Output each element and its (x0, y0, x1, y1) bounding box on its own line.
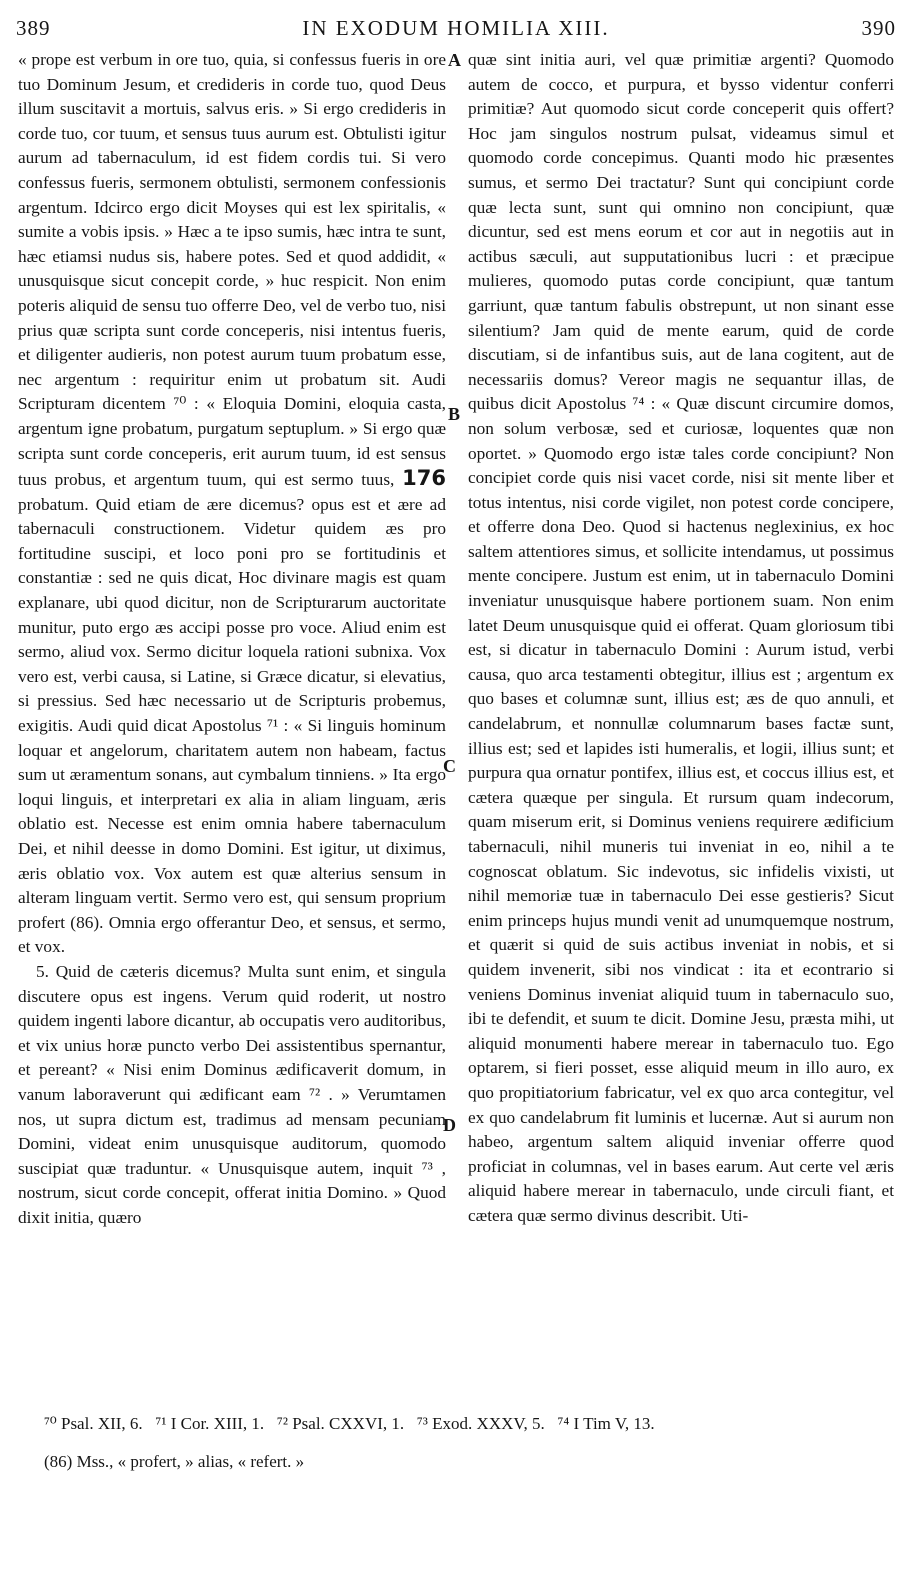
footnotes (44, 1414, 894, 1434)
margin-marker-c: C (443, 756, 456, 776)
section-5-paragraph: 5. Quid de cæteris dicemus? Multa sunt enim, et singula discutere opus est ingens. Verum quid roderit, ut nostro quidem ingenti labore dicantur, ab occupatis vero auditoribus, et vix unius horæ puncto verbo Dei assistentibus spernantur, et pereant? « Nisi enim Dominus ædificaverit domum, in vanum laboraverunt qui ædificant eam ⁷² . » Verumtamen nos, ut supra dictum est, tradimus ad mensam pecuniam Domini, videat enim unusquisque auditorum, quomodo suscipiat quæ traduntur. « Unusquisque autem, inquit ⁷³ , nostrum, sicut corde concepit, offerat initia Domino. » Quod dixit initia, quæro (18, 961, 446, 1227)
running-title: IN EXODUM HOMILIA XIII. (302, 16, 610, 40)
right-column-text: quæ sint initia auri, vel quæ primitiæ argenti? Quomodo autem de cocco, et purpura, et bysso videntur conferri primitiæ? Aut quomodo sicut corde conceperit quis offert? Hoc jam singulos nostrum pulsat, videamus simul et quomodo corde concepimus. Quanti modo hic præsentes sumus, et sermo Dei tractatur? Sunt qui concipiunt corde quæ lecta sunt, sunt qui omnino non concipiunt, quæ dicuntur, sed est mens eorum et cor aut in negotiis aut in actibus sæculi, aut supputationibus lucri : et præcipue mulieres, quomodo putas corde concipiunt, quæ tantum garriunt, quæ tantum fabulis obstrepunt, ut non sinant esse silentium? Jam quid de mente earum, quid de corde discutiam, si de infantibus suis, aut de lana cogitent, aut de necessariis domus? Vereor magis ne sequantur illas, de quibus dicit Apostolus ⁷⁴ : « Quæ discunt circumire domos, non solum verbosæ, sed et curiosæ, loquentes quæ non oportet. » Quomodo ergo istæ tales corde concipiunt? Non concipiet corde quis nisi vacet corde, nisi sit mente liber et totus intentus, nisi corde vigilet, non potest corde concipere, et offerre dona Deo. Quod si hactenus neglexinius, ex hoc saltem attentiores simus, et sollicite intendamus, ut possimus mente concipere. Justum est enim, ut in tabernaculo Domini inveniatur unusquisque habere portionem suam. Non enim latet Deum unusquisque quid ei offerat. Quam gloriosum tibi est, si dicatur in tabernaculo Domini : Aurum istud, verbi causa, quo arca testamenti obtegitur, illius est ; argentum ex quo bases et columnæ sunt, illius est; æs de quo annuli, et candelabrum, et nonnullæ columnarum bases factæ sunt, illius est; sed et lapides isti humeralis, et logii, illius sunt; et purpura qua ornatur pontifex, illius est, et coccus illius est, et cætera quæque per singula. Et rursum quam indecorum, quam miserum erit, si Dominus veniens requirere ædificium tabernaculi, nihil muneris tui inveniat in eo, nihil a te cognoscat oblatum. Sic indevotus, sic infidelis vixisti, ut nihil memoriæ tuæ in tabernaculo Dei esse gestieris? Sicut enim princeps hujus mundi venit ad unumquemque nostrum, et quærit si quid de suis actibus inveniat in nobis, et si quidem invenerit, sibi nos vindicat : ita et econtrario si veniens Dominus inveniat aliquid tuum in tabernaculo suo, ibi te defendit, et suum te dicit. Domine Jesu, præsta mihi, ut aliquid monumenti habere merear in tabernaculo tuo. Ego optarem, si fieri posset, esse aliquid meum in illo auro, ex quo propitiatorium fabricatur, vel ex quo arca contegitur, vel ex quo candelabrum fit luminis et lucernæ. Aut si aurum non habeo, argentum saltem aliquid inveniar offerre quod proficiat in columnas, vel in bases earum. Aut certe vel æris aliquid habere merear in tabernaculo, unde circuli fiant, et cætera quæ sermo divinus describit. Uti- (468, 50, 894, 1225)
critical-note: (86) Mss., « profert, » alias, « refert. » (44, 1452, 305, 1471)
scripture-references: ⁷⁰ Psal. XII, 6. ⁷¹ I Cor. XIII, 1. ⁷² Psal. CXXVI, 1. ⁷³ Exod. XXXV, 5. ⁷⁴ I Tim V, 13. (44, 1414, 655, 1433)
left-column (18, 48, 446, 1231)
migne-column-number: 176 (402, 466, 447, 491)
paragraph-continued: « prope est verbum in ore tuo, quia, si confessus fueris in ore tuo Dominum Jesum, et credideris in corde tuo, quod Deus illum suscitavit a mortuis, salvus eris. » Si ergo credideris in corde tuo, cor tuum, et sensus tuus aurum est. Obtulisti igitur aurum ad tabernaculum, id est fidem cordis tui. Si vero confessus fueris, sermonem obtulisti, sermonem confessionis argentum. Idcirco ergo dicit Moyses qui est lex spiritalis, « sumite a vobis ipsis. » Hæc a te ipso sumis, hæc intra te sunt, hæc etiamsi nudus sis, habere potes. Sed et quod addidit, « unusquisque sicut concepit corde, » huc respicit. Non enim poteris aliquid de sensu tuo offerre Deo, vel de verbo tuo, nisi prius quæ scripta sunt corde conceperis, nisi intentus fueris, et diligenter audieris, non potest aurum tuum probatum esse, nec argentum : requiritur enim ut probatum sit. Audi Scripturam dicentem ⁷⁰ : « Eloquia Domini, eloquia casta, argentum igne probatum, purgatum septuplum. » Si ergo quæ scripta sunt corde conceperis, erit aurum tuum, id est sensus tuus probus, et argentum tuum, qui est sermo tuus, (18, 50, 446, 490)
margin-marker-d: D (443, 1115, 456, 1135)
right-column (468, 48, 894, 1229)
margin-marker-b: B (448, 404, 461, 424)
page-number-right: 390 (861, 16, 896, 40)
paragraph-continued-2: probatum. Quid etiam de ære dicemus? opus est et ære ad tabernaculi constructionem. Videtur quidem æs pro fortitudine suscipi, et loco poni pro se fortitudinis et constantiæ : sed ne quis dicat, Hoc divinare magis est quam explanare, ubi quod dicitur, non de Scripturarum auctoritate munitur, puto ergo æs accipi posse pro voce. Aliud enim est sermo, aliud vox. Sermo dicitur loquela rationi subnixa. Vox vero est, verbi causa, si Latine, si Græce dicatur, si elevatius, si pressius. Sed hæc necessario ut de Scripturis probemus, exigitis. Audi quid dicat Apostolus ⁷¹ : « Si linguis hominum loquar et angelorum, charitatem autem non habeam, factus sum ut æramentum sonans, aut cymbalum tinniens. » Ita ergo loqui linguis, et interpretari ex alia in aliam linguam, æris oblatio est. Necesse est enim omnia habere tabernaculum Dei, et nihil deesse in domo Domini. Est igitur, ut diximus, æris oblatio vox. Vox autem est quæ alterius sensum in alteram linguam vertit. Sermo vero est, qui sensum proprium profert (86). Omnia ergo offerantur Deo, et sensus, et sermo, et vox. (18, 494, 446, 957)
page-number-left: 389 (16, 16, 51, 40)
margin-marker-a: A (448, 50, 461, 70)
left-column-text (18, 48, 446, 960)
running-header (16, 14, 896, 44)
